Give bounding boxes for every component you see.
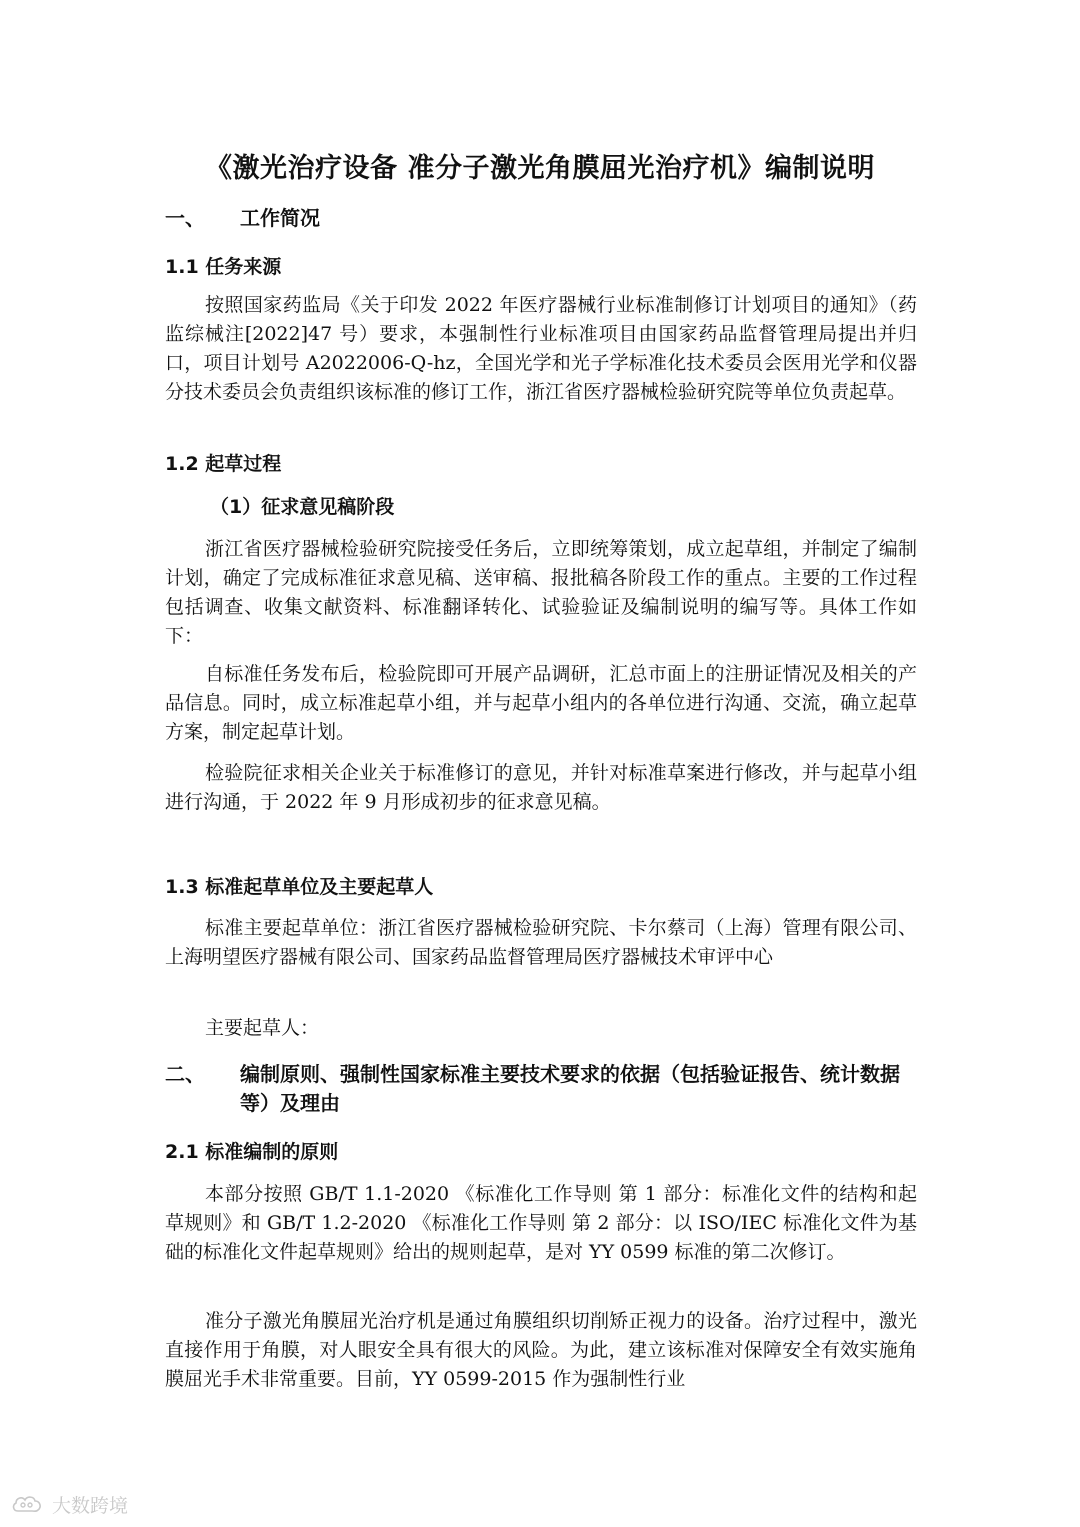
subsection-1-1-heading: 1.1 任务来源 <box>165 256 282 278</box>
section-2-heading <box>165 1060 917 1118</box>
subsection-1-3-heading: 1.3 标准起草单位及主要起草人 <box>165 876 434 898</box>
paragraph-drafting-units: 标准主要起草单位：浙江省医疗器械检验研究院、卡尔蔡司（上海）管理有限公司、上海明望医疗器械有限公司、国家药品监督管理局医疗器械技术审评中心 <box>165 917 917 968</box>
subsection-1-2-heading: 1.2 起草过程 <box>165 453 282 475</box>
section-1-heading <box>165 204 320 233</box>
stage-heading: （1）征求意见稿阶段 <box>210 496 395 518</box>
paragraph-product-research: 自标准任务发布后，检验院即可开展产品调研，汇总市面上的注册证情况及相关的产品信息。同时，成立标准起草小组，并与起草小组内的各单位进行沟通、交流，确立起草方案，制定起草计划。 <box>165 663 917 743</box>
document-title: 《激光治疗设备 准分子激光角膜屈光治疗机》编制说明 <box>205 153 875 184</box>
paragraph-opinion-draft: 检验院征求相关企业关于标准修订的意见，并针对标准草案进行修改，并与起草小组进行沟通，于 2022 年 9 月形成初步的征求意见稿。 <box>165 762 917 813</box>
paragraph-task-source: 按照国家药监局《关于印发 2022 年医疗器械行业标准制修订计划项目的通知》（药监综械注[2022]47 号）要求，本强制性行业标准项目由国家药品监督管理局提出并归口，项目计划号 A2022006-Q-hz，全国光学和光子学标准化技术委员会医用光学和仪器分技术委员会负责组织该标准的修订工作，浙江省医疗器械检验研究院等单位负责起草。 <box>165 294 917 403</box>
paragraph-excimer-laser: 准分子激光角膜屈光治疗机是通过角膜组织切削矫正视力的设备。治疗过程中，激光直接作用于角膜，对人眼安全具有很大的风险。为此，建立该标准对保障安全有效实施角膜屈光手术非常重要。目前，YY 0599-2015 作为强制性行业 <box>165 1310 917 1390</box>
section-title: 编制原则、强制性国家标准主要技术要求的依据（包括验证报告、统计数据等）及理由 <box>240 1062 900 1115</box>
watermark <box>10 1489 128 1519</box>
paragraph-principles: 本部分按照 GB/T 1.1-2020 《标准化工作导则 第 1 部分：标准化文件的结构和起草规则》和 GB/T 1.2-2020 《标准化工作导则 第 2 部分：以 ISO/IEC 标准化文件为基础的标准化文件起草规则》给出的规则起草，是对 YY 0599 标准的第二次修订。 <box>165 1183 917 1263</box>
section-number: 二、 <box>165 1062 205 1086</box>
section-title: 工作简况 <box>240 206 320 230</box>
subsection-2-1-heading: 2.1 标准编制的原则 <box>165 1141 339 1163</box>
paragraph-drafting-work: 浙江省医疗器械检验研究院接受任务后，立即统筹策划，成立起草组，并制定了编制计划，确定了完成标准征求意见稿、送审稿、报批稿各阶段工作的重点。主要的工作过程包括调查、收集文献资料、标准翻译转化、试验验证及编制说明的编写等。具体工作如下： <box>165 538 917 647</box>
section-number: 一、 <box>165 206 205 230</box>
paragraph-main-drafters: 主要起草人： <box>205 1017 320 1039</box>
cloud-logo-icon <box>10 1492 46 1516</box>
watermark-text: 大数跨境 <box>52 1494 129 1517</box>
